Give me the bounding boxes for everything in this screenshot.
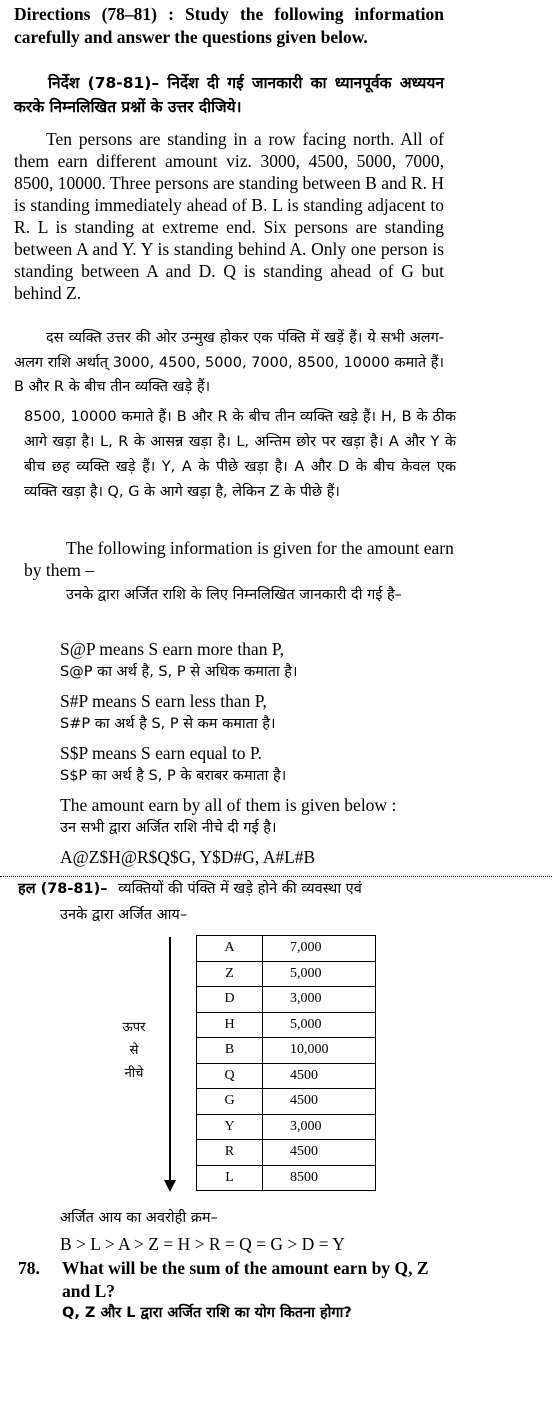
person-cell: D [197, 987, 263, 1013]
amount-cell: 4500 [263, 1140, 376, 1166]
question-number: 78. [18, 1258, 40, 1278]
solution-text-1: व्यक्तियों की पंक्ति में खड़े होने की व्यवस्था एवं [118, 881, 362, 897]
side-label-bottom: नीचे [124, 1066, 144, 1081]
order-label: अर्जित आय का अवरोही क्रम– [60, 1210, 218, 1226]
table-row [197, 987, 376, 1013]
directions-hindi: निर्देश (78-81)– निर्देश दी गई जानकारी का ध्यानपूर्वक अध्ययन करके निम्नलिखित प्रश्नों के उत्तर दीजिये। [14, 74, 444, 116]
paragraph-english: Ten persons are standing in a row facing north. All of them earn different amount viz. 3000, 4500, 5000, 7000, 8500, 10000. Three persons are standing between B and R. H is standing immediately ahead of B. L is standing adjacent to R. L is standing at extreme end. Six persons are standing between A and Y. Y is standing behind A. Only one person is standing between A and D. Q is standing ahead of G but behind Z. [14, 129, 444, 303]
person-cell: Y [197, 1114, 263, 1140]
question-english: What will be the sum of the amount earn by Q, Z and L? [62, 1258, 429, 1301]
side-label-top: ऊपर [122, 1020, 146, 1035]
table-row [197, 1012, 376, 1038]
person-cell: Z [197, 961, 263, 987]
earnings-table [196, 935, 376, 1191]
def-4: S#P का अर्थ है S, P से कम कमाता है। [60, 716, 276, 732]
table-row [197, 1063, 376, 1089]
amount-cell: 4500 [263, 1089, 376, 1115]
side-label-mid: से [129, 1043, 139, 1058]
def-3: S#P means S earn less than P, [60, 691, 267, 711]
def-7: The amount earn by all of them is given below : [60, 795, 397, 815]
paragraph-hindi-1: दस व्यक्ति उत्तर की ओर उन्मुख होकर एक पंक्ति में खड़ें हैं। ये सभी अलग-अलग राशि अर्थात् 3000, 4500, 5000, 7000, 8500, 10000 कमाते हैं। B और R के बीच तीन व्यक्ति खड़े हैं। [14, 330, 444, 395]
amount-cell: 3,000 [263, 1114, 376, 1140]
table-row [197, 961, 376, 987]
side-label [112, 1016, 156, 1085]
down-arrow-line [169, 937, 171, 1183]
def-5: S$P means S earn equal to P. [60, 743, 263, 763]
amount-cell: 8500 [263, 1165, 376, 1191]
relation-expression: A@Z$H@R$Q$G, Y$D#G, A#L#B [60, 847, 316, 867]
solution-text-2: उनके द्वारा अर्जित आय– [60, 907, 188, 923]
table-row [197, 1114, 376, 1140]
person-cell: H [197, 1012, 263, 1038]
person-cell: Q [197, 1063, 263, 1089]
person-cell: L [197, 1165, 263, 1191]
person-cell: G [197, 1089, 263, 1115]
info-hindi: उनके द्वारा अर्जित राशि के लिए निम्नलिखित जानकारी दी गई है– [66, 587, 402, 603]
paragraph-hindi-2: 8500, 10000 कमाते हैं। B और R के बीच तीन व्यक्ति खड़े हैं। H, B के ठीक आगे खड़ा है। L, R के आसन्न खड़ा है। L, अन्तिम छोर पर खड़ा है। A और Y के बीच छह व्यक्ति खड़े हैं। Y, A के पीछे खड़ा है। A और D के बीच केवल एक व्यक्ति खड़ा है। Q, G के आगे खड़ा है, लेकिन Z के पीछे हैं। [24, 409, 456, 500]
table-row [197, 1038, 376, 1064]
solution-heading [18, 878, 362, 902]
amount-cell: 5,000 [263, 961, 376, 987]
info-english: The following information is given for the amount earn by them – [24, 538, 454, 580]
def-1: S@P means S earn more than P, [60, 639, 284, 659]
table-row [197, 1165, 376, 1191]
amount-cell: 10,000 [263, 1038, 376, 1064]
order-value: B > L > A > Z = H > R = Q = G > D = Y [60, 1234, 345, 1254]
person-cell: R [197, 1140, 263, 1166]
table-row [197, 936, 376, 962]
amount-cell: 7,000 [263, 936, 376, 962]
amount-cell: 3,000 [263, 987, 376, 1013]
table-row [197, 1089, 376, 1115]
table-row [197, 1140, 376, 1166]
amount-cell: 5,000 [263, 1012, 376, 1038]
person-cell: B [197, 1038, 263, 1064]
amount-cell: 4500 [263, 1063, 376, 1089]
divider [0, 876, 552, 877]
def-2: S@P का अर्थ है, S, P से अधिक कमाता है। [60, 664, 298, 680]
def-8: उन सभी द्वारा अर्जित राशि नीचे दी गई है। [60, 820, 277, 836]
down-arrow-icon [164, 1180, 176, 1192]
solution-label: हल (78-81)– [18, 881, 108, 897]
person-cell: A [197, 936, 263, 962]
def-6: S$P का अर्थ है S, P के बराबर कमाता है। [60, 768, 287, 784]
directions-english: Directions (78–81) : Study the following information carefully and answer the questions given below. [14, 4, 444, 47]
question-hindi: Q, Z और L द्वारा अर्जित राशि का योग कितना होगा? [62, 1305, 352, 1321]
